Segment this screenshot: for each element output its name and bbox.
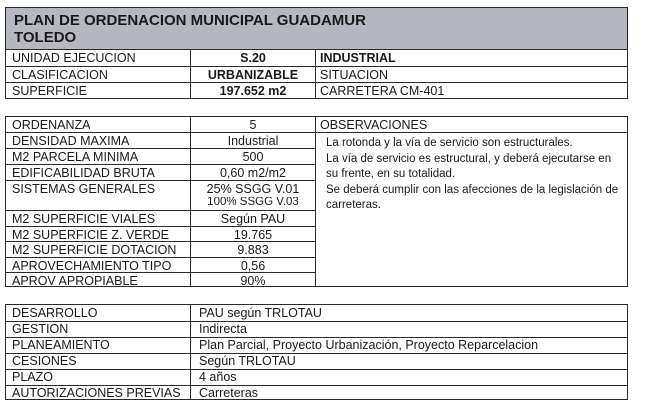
dev-label: PLANEAMIENTO (12, 339, 110, 352)
observation-line: La rotonda y la vía de servicio son estructurales. (326, 137, 573, 149)
param-label: ORDENANZA (12, 119, 91, 132)
param-label: DENSIDAD MAXIMA (12, 135, 130, 148)
situation-value: CARRETERA CM-401 (320, 85, 445, 98)
unit-use: INDUSTRIAL (320, 52, 396, 65)
observations-text (326, 136, 624, 214)
province-title: TOLEDO (14, 29, 77, 46)
unit-value: S.20 (240, 52, 266, 65)
dev-value: Carreteras (199, 387, 259, 400)
param-value: Según PAU (220, 213, 286, 226)
param-label: APROVECHAMIENTO TIPO (12, 260, 172, 273)
observations-title: OBSERVACIONES (320, 119, 428, 132)
param-label: M2 SUPERFICIE DOTACIÓN (12, 244, 177, 257)
param-value: 500 (242, 151, 264, 164)
param-value: 19.765 (233, 229, 273, 242)
param-label: M2 SUPERFICIE Z. VERDE (12, 229, 169, 242)
param-value: 0,56 (240, 260, 266, 273)
dev-label: PLAZO (12, 371, 53, 384)
development-block (5, 304, 628, 400)
header-block (5, 7, 628, 99)
param-value: 25% SSGG V.01 (206, 183, 300, 196)
unit-label: UNIDAD EJECUCION (12, 52, 136, 65)
dev-value: 4 años (199, 371, 237, 384)
situation-label: SITUACION (320, 69, 389, 82)
dev-value: Según TRLOTAU (199, 355, 296, 368)
dev-label: GESTION (12, 323, 69, 336)
dev-value: Plan Parcial, Proyecto Urbanización, Proyecto Reparcelacion (199, 339, 539, 352)
param-label: APROV APROPIABLE (12, 275, 138, 288)
param-label: M2 PARCELA MINIMA (12, 151, 139, 164)
param-value: 5 (249, 119, 257, 132)
param-value: 9.883 (237, 244, 269, 257)
classification-value: URBANIZABLE (207, 69, 299, 82)
observation-line: La vía de servicio es estructural, y deberá ejecutarse en su frente, en su totalidad. (326, 152, 612, 180)
parameters-block (5, 116, 628, 287)
dev-value: PAU según TRLOTAU (199, 307, 322, 320)
dev-label: CESIONES (12, 355, 77, 368)
param-value-secondary: 100% SSGG V.03 (207, 197, 299, 208)
param-label: EDIFICABILIDAD BRUTA (12, 167, 155, 180)
param-label: M2 SUPERFICIE VIALES (12, 213, 156, 226)
dev-label: DESARROLLO (12, 307, 98, 320)
surface-label: SUPERFICIE (12, 85, 88, 98)
param-value: 0,60 m2/m2 (219, 167, 286, 180)
dev-value: Indirecta (199, 323, 247, 336)
observation-line: Se deberá cumplir con las afecciones de la legislación de carreteras. (326, 183, 619, 211)
plan-title: PLAN DE ORDENACION MUNICIPAL GUADAMUR (14, 12, 366, 29)
dev-label: AUTORIZACIONES PREVIAS (12, 387, 181, 400)
param-label: SISTEMAS GENERALES (12, 183, 156, 196)
param-value: 90% (240, 275, 266, 288)
surface-value: 197.652 m2 (219, 85, 287, 98)
param-value: Industrial (227, 135, 279, 148)
classification-label: CLASIFICACION (12, 69, 108, 82)
